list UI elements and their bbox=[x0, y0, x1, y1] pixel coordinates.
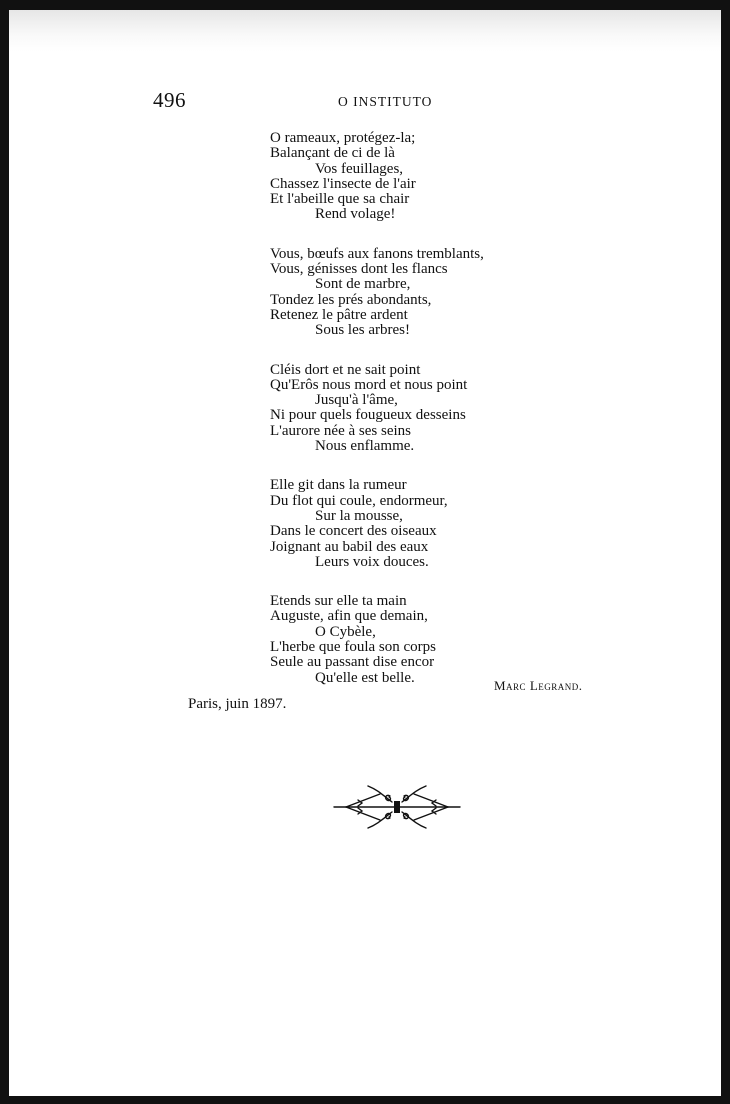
poem-line: Balançant de ci de là bbox=[270, 145, 395, 162]
poem-line: Etends sur elle ta main bbox=[270, 593, 407, 610]
poem-line: Seule au passant dise encor bbox=[270, 654, 435, 671]
poem-line-indented: Rend volage! bbox=[315, 206, 396, 223]
dateline: Paris, juin 1897. bbox=[188, 696, 287, 712]
poem-line: Vous, bœufs aux fanons tremblants, bbox=[270, 245, 484, 262]
poem-line: Vous, génisses dont les flancs bbox=[270, 261, 448, 278]
poem-line-indented: Sous les arbres! bbox=[315, 322, 410, 339]
stanza bbox=[270, 247, 530, 339]
poem-line: Elle git dans la rumeur bbox=[270, 477, 407, 494]
poem-line: O rameaux, protégez-la; bbox=[270, 130, 416, 146]
poem bbox=[270, 131, 530, 710]
poem-line: L'herbe que foula son corps bbox=[270, 639, 436, 656]
page-number: 496 bbox=[153, 88, 186, 112]
poem-line-indented: Jusqu'à l'âme, bbox=[315, 392, 398, 409]
poem-line: Et l'abeille que sa chair bbox=[270, 191, 410, 208]
poem-line: Dans le concert des oiseaux bbox=[270, 523, 437, 540]
stanza bbox=[270, 594, 530, 686]
stanza bbox=[270, 478, 530, 570]
poem-line-indented: Qu'elle est belle. bbox=[315, 669, 415, 686]
scan-border-right bbox=[721, 0, 730, 1104]
poem-line: Retenez le pâtre ardent bbox=[270, 306, 408, 323]
poem-line: Qu'Erôs nous mord et nous point bbox=[270, 376, 468, 393]
author-signature: Marc Legrand. bbox=[494, 678, 583, 693]
poem-line-indented: Nous enflamme. bbox=[315, 438, 415, 455]
poem-line: Joignant au babil des eaux bbox=[270, 538, 429, 555]
poem-line-indented: Vos feuillages, bbox=[315, 160, 404, 177]
poem-line: L'aurore née à ses seins bbox=[270, 422, 411, 439]
poem-line-indented: Sont de marbre, bbox=[315, 276, 411, 293]
scan-border-bottom bbox=[0, 1096, 730, 1104]
poem-line: Chassez l'insecte de l'air bbox=[270, 175, 416, 192]
stanza bbox=[270, 131, 530, 223]
poem-line: Cléis dort et ne sait point bbox=[270, 361, 421, 378]
stanza bbox=[270, 363, 530, 455]
poem-line: Tondez les prés abondants, bbox=[270, 291, 432, 308]
poem-line-indented: O Cybèle, bbox=[315, 623, 376, 640]
scan-border-left bbox=[0, 0, 9, 1104]
poem-line: Auguste, afin que demain, bbox=[270, 608, 428, 625]
running-title: O INSTITUTO bbox=[338, 94, 433, 109]
poem-line: Du flot qui coule, endormeur, bbox=[270, 492, 448, 509]
scan-shadow-top bbox=[0, 10, 730, 52]
poem-line-indented: Leurs voix douces. bbox=[315, 553, 429, 570]
scan-border-top bbox=[0, 0, 730, 10]
fleuron-ornament-icon bbox=[332, 780, 462, 834]
poem-line: Ni pour quels fougueux desseins bbox=[270, 407, 466, 424]
poem-line-indented: Sur la mousse, bbox=[315, 507, 403, 524]
